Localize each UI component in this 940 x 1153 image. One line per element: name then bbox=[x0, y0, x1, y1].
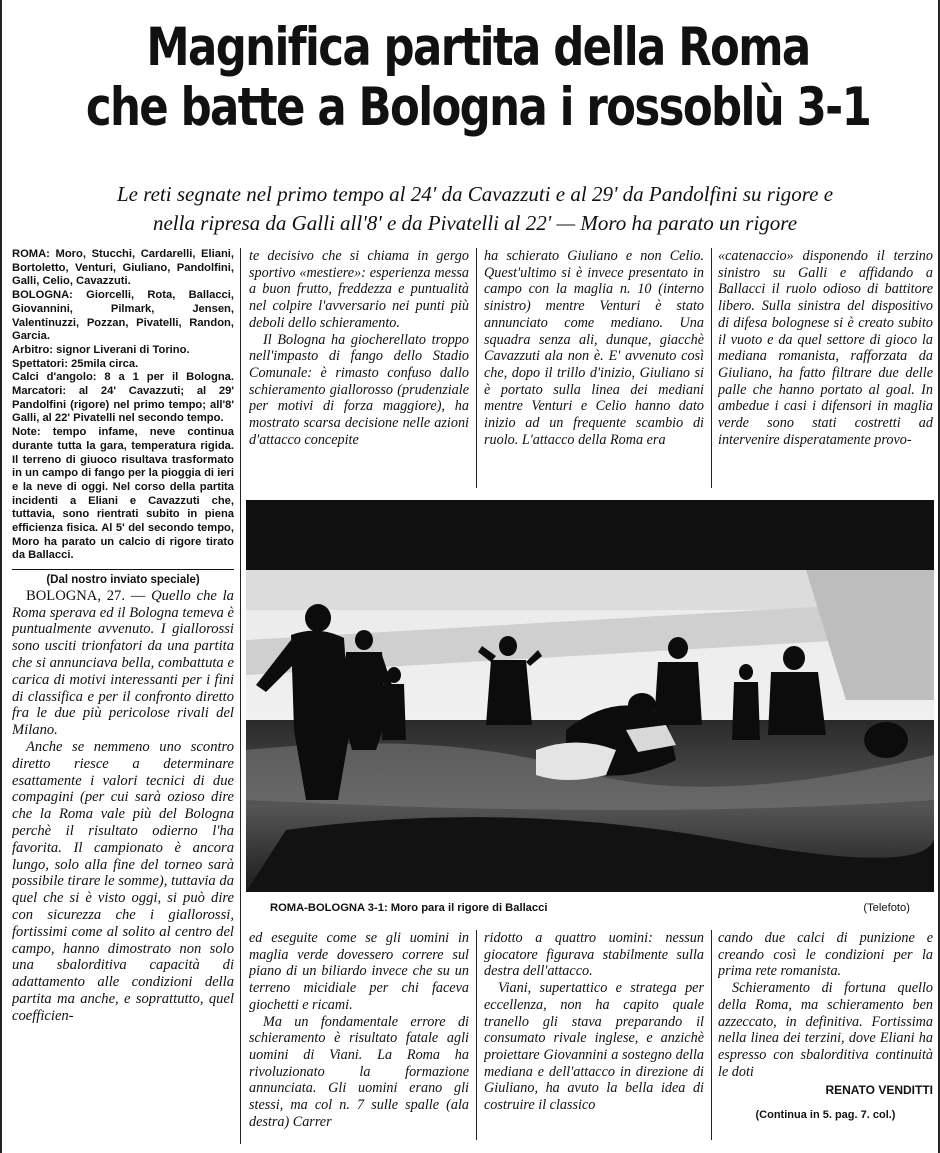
column-rule bbox=[711, 248, 712, 488]
col2-top-paragraph-2: Il Bologna ha giocherellato troppo nell'impasto di fango dello Stadio Comunale: è rimasto confuso dallo schieramento giallorosso (prudenziale per motivi di forza maggiore), ha mostrato scarsa decisione nelle azioni d'attacco concepite bbox=[249, 331, 469, 448]
col3-top-paragraph-1: ha schierato Giuliano e non Celio. Quest'ultimo si è invece presentato in campo con la maglia n. 10 (interno sinistro) mentre Venturi è stato annunciato come mediano. Una squadra senza ali, dunque, giacchè Cavazzuti ala non è. E' avvenuto così che, dopo il trillo d'inizio, Giuliano si è portato sulla linea dei mediani mentre Venturi e Celio hanno dato inizio ad un frequente scambio di ruolo. L'attacco della Roma era bbox=[484, 248, 704, 448]
col1-paragraph-1: Quello che la Roma sperava ed il Bologna temeva è puntualmente avvenuto. I giallorossi sono usciti trionfatori da una partita che si annunciava bella, combattuta e carica di motivi interessanti per i fini di classifica e per il confronto diretto fra le due più pericolose rivali del Milano. bbox=[12, 587, 234, 739]
subheadline-line-2: nella ripresa da Galli all'8' e da Pivatelli al 22' — Moro ha parato un rigore bbox=[152, 211, 798, 235]
column-4-top bbox=[718, 248, 933, 486]
col3-bottom-paragraph-2: Viani, supertattico e stratega per eccellenza, non ha capito quale tranello gli stava preparando il consumato rivale inglese, e anzichè proiettare Giovannini a sostegno della mediana e dell'attacco in direzione di Giuliano, ha avuto la bella idea di costruire il classico bbox=[484, 980, 704, 1114]
author-signature: RENATO VENDITTI bbox=[825, 1083, 933, 1098]
lineup-arbitro: Arbitro: signor Liverani di Torino. bbox=[12, 343, 190, 356]
match-photo bbox=[246, 500, 934, 892]
photo-caption-text: ROMA-BOLOGNA 3-1: Moro para il rigore di Ballacci bbox=[270, 902, 548, 914]
column-2-bottom bbox=[249, 930, 469, 1140]
photo-credit: (Telefoto) bbox=[863, 902, 910, 914]
column-rule bbox=[711, 930, 712, 1140]
photo-caption bbox=[270, 902, 910, 914]
lineup-roma: ROMA: Moro, Stucchi, Cardarelli, Eliani, Bortoletto, Venturi, Giuliano, Pandolfini, Galli, Celio, Cavazzuti. bbox=[12, 248, 234, 288]
subheadline-line-1: Le reti segnate nel primo tempo al 24' da Cavazzuti e al 29' da Pandolfini su rigore e bbox=[116, 182, 834, 206]
column-3-top bbox=[484, 248, 704, 486]
col2-bottom-paragraph-2: Ma un fondamentale errore di schieramento è risultato fatale agli uomini di Viani. La Roma ha rivoluzionato la formazione annunciata. Gli uomini erano gli stessi, ma col n. 7 sulle spalle (ala destra) Carrer bbox=[249, 1013, 469, 1130]
column-rule bbox=[476, 930, 477, 1140]
column-1 bbox=[12, 248, 234, 1148]
col3-bottom-paragraph-1: ridotto a quattro uomini: nessun giocatore figurava stabilmente sulla destra dell'attacco. bbox=[484, 930, 704, 980]
dateline: BOLOGNA, 27. — bbox=[26, 587, 146, 604]
lineup-bologna: BOLOGNA: Giorcelli, Rota, Ballacci, Giovannini, Pilmark, Jensen, Valentinuzzi, Pozzan, Pivatelli, Randon, Garcia. bbox=[12, 289, 234, 343]
continued-note: (Continua in 5. pag. 7. col.) bbox=[755, 1109, 896, 1122]
headline-line-1: Magnifica partita della Roma bbox=[146, 17, 810, 78]
article-body-col1 bbox=[12, 588, 234, 1025]
column-2-top bbox=[249, 248, 469, 486]
col2-bottom-paragraph-1: ed eseguite come se gli uomini in maglia verde dovessero correre sul piano di un biliardo invece che su un terreno micidiale per chi faceva giochetti e ricami. bbox=[249, 930, 469, 1013]
column-3-bottom bbox=[484, 930, 704, 1140]
subheadline bbox=[32, 180, 918, 238]
column-rule bbox=[476, 248, 477, 488]
headline bbox=[19, 18, 937, 138]
col2-top-paragraph-1: te decisivo che si chiama in gergo sportivo «mestiere»: esperienza messa a buon frutto, freddezza e puntualità nel colpire l'avversario nei punti più deboli dello schieramento. bbox=[249, 248, 469, 331]
divider bbox=[12, 569, 234, 570]
column-rule bbox=[240, 248, 241, 1144]
lineup-note: Note: tempo infame, neve continua durante tutta la gara, temperatura rigida. Il terreno di giuoco risultava trasformato in un campo di fango per la pioggia di ieri e la neve di oggi. Nel corso della partita incidenti a Eliani e Cavazzuti che, tuttavia, sono rientrati subito in piena efficienza fisica. Al 5' del secondo tempo, Moro ha parato un calcio di rigore tirato da Ballacci. bbox=[12, 426, 234, 562]
lineup-spettatori: Spettatori: 25mila circa. bbox=[12, 357, 139, 370]
inviato-line: (Dal nostro inviato speciale) bbox=[46, 574, 200, 587]
col4-bottom-paragraph-2: Schieramento di fortuna quello della Roma, ma schieramento ben azzeccato, in definitiva. Fortissima nella linea dei terzini, dove Eliani ha espresso con sbalorditiva continuità le doti bbox=[718, 980, 933, 1080]
col1-paragraph-2: Anche se nemmeno uno scontro diretto riesce a determinare esattamente i valori tecnici di due compagini (per cui sarà ozioso dire che la Roma vale più del Bologna perchè il risultato odierno l'ha favorita. Il campionato è ancora lungo, solo alla fine del torneo sarà possibile tirare le somme), tuttavia da quel che si è visto oggi, si può dire con sicurezza che i giallorossi, fortissimi come al solito al centro del campo, hanno dimostrato non solo una sbalorditiva capacità di adattamento alle condizioni della partita ma anche, e soprattutto, quel coefficien- bbox=[12, 739, 234, 1024]
column-4-bottom bbox=[718, 930, 933, 1140]
col4-bottom-paragraph-1: cando due calci di punizione e creando così le condizioni per la prima rete romanista. bbox=[718, 930, 933, 980]
headline-line-2: che batte a Bologna i rossoblù 3-1 bbox=[85, 77, 871, 138]
lineup-calci: Calci d'angolo: 8 a 1 per il Bologna. Marcatori: al 24' Cavazzuti; al 29' Pandolfini (rigore) nel primo tempo; all'8' Galli, al 22' Pivatelli nel secondo tempo. bbox=[12, 371, 234, 425]
col4-top-paragraph-1: «catenaccio» disponendo il terzino sinistro su Galli e affidando a Ballacci il ruolo odioso di battitore libero. Sulla sinistra del dispositivo di difesa bolognese si è creato subito il vuoto e da quel settore di gioco la mediana romanista, rafforzata da Giuliano, ha fatto filtrare due delle palle che hanno portato al goal. In ambedue i casi i difensori in maglia verde sono stati costretti ad intervenire disperatamente provo- bbox=[718, 248, 933, 448]
